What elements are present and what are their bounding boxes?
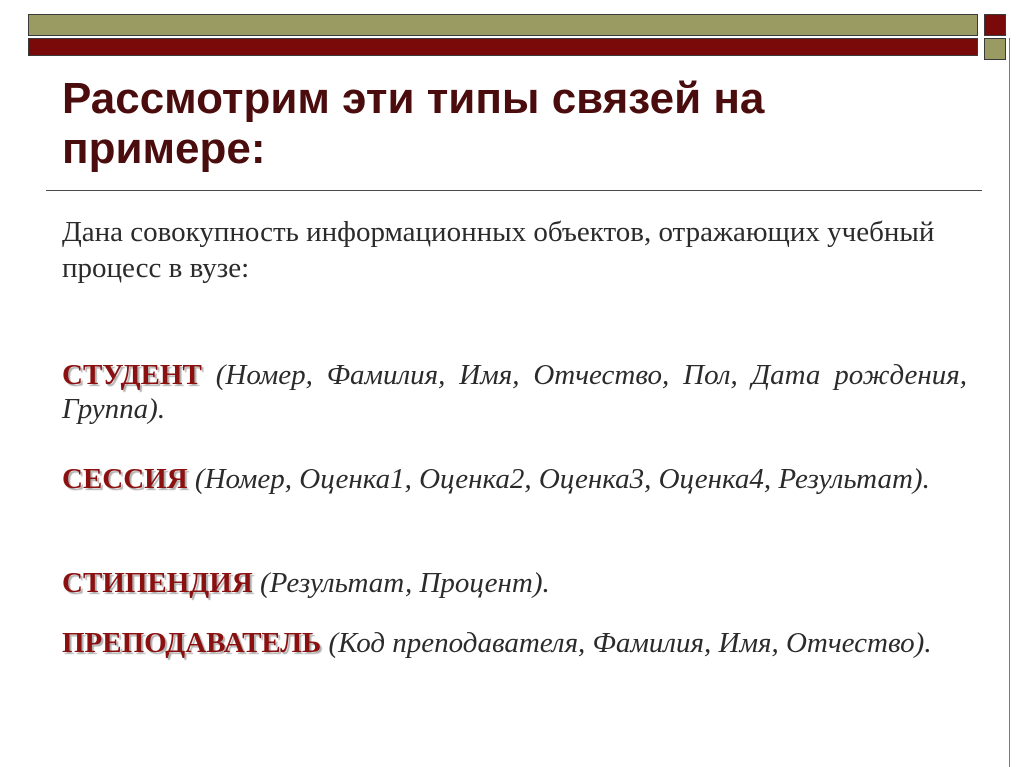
right-vertical-line (1009, 38, 1010, 767)
entity-stipend (62, 566, 967, 600)
slide-title: Рассмотрим эти типы связей на примере: (62, 74, 765, 173)
entity-name: ПРЕПОДАВАТЕЛЬ (62, 627, 322, 659)
corner-square-olive (984, 38, 1006, 60)
entity-name: СЕССИЯ (62, 463, 188, 495)
entity-name: СТУДЕНТ (62, 359, 202, 391)
entity-teacher (62, 626, 967, 660)
entity-attributes: (Номер, Фамилия, Имя, Отчество, Пол, Дата рождения, Группа). (62, 359, 968, 425)
entity-session (62, 462, 967, 496)
header-bar-maroon (28, 38, 978, 56)
entity-attributes: (Код преподавателя, Фамилия, Имя, Отчество). (328, 627, 932, 659)
entity-attributes: (Номер, Оценка1, Оценка2, Оценка3, Оценка4, Результат). (194, 463, 930, 495)
header-bar-olive (28, 14, 978, 36)
corner-square-maroon (984, 14, 1006, 36)
intro-text: Дана совокупность информационных объектов, отражающих учебный процесс в вузе: (62, 216, 935, 284)
entity-student (62, 358, 967, 426)
entity-attributes: (Результат, Процент). (260, 567, 550, 599)
entity-name: СТИПЕНДИЯ (62, 567, 253, 599)
title-divider (46, 190, 982, 191)
